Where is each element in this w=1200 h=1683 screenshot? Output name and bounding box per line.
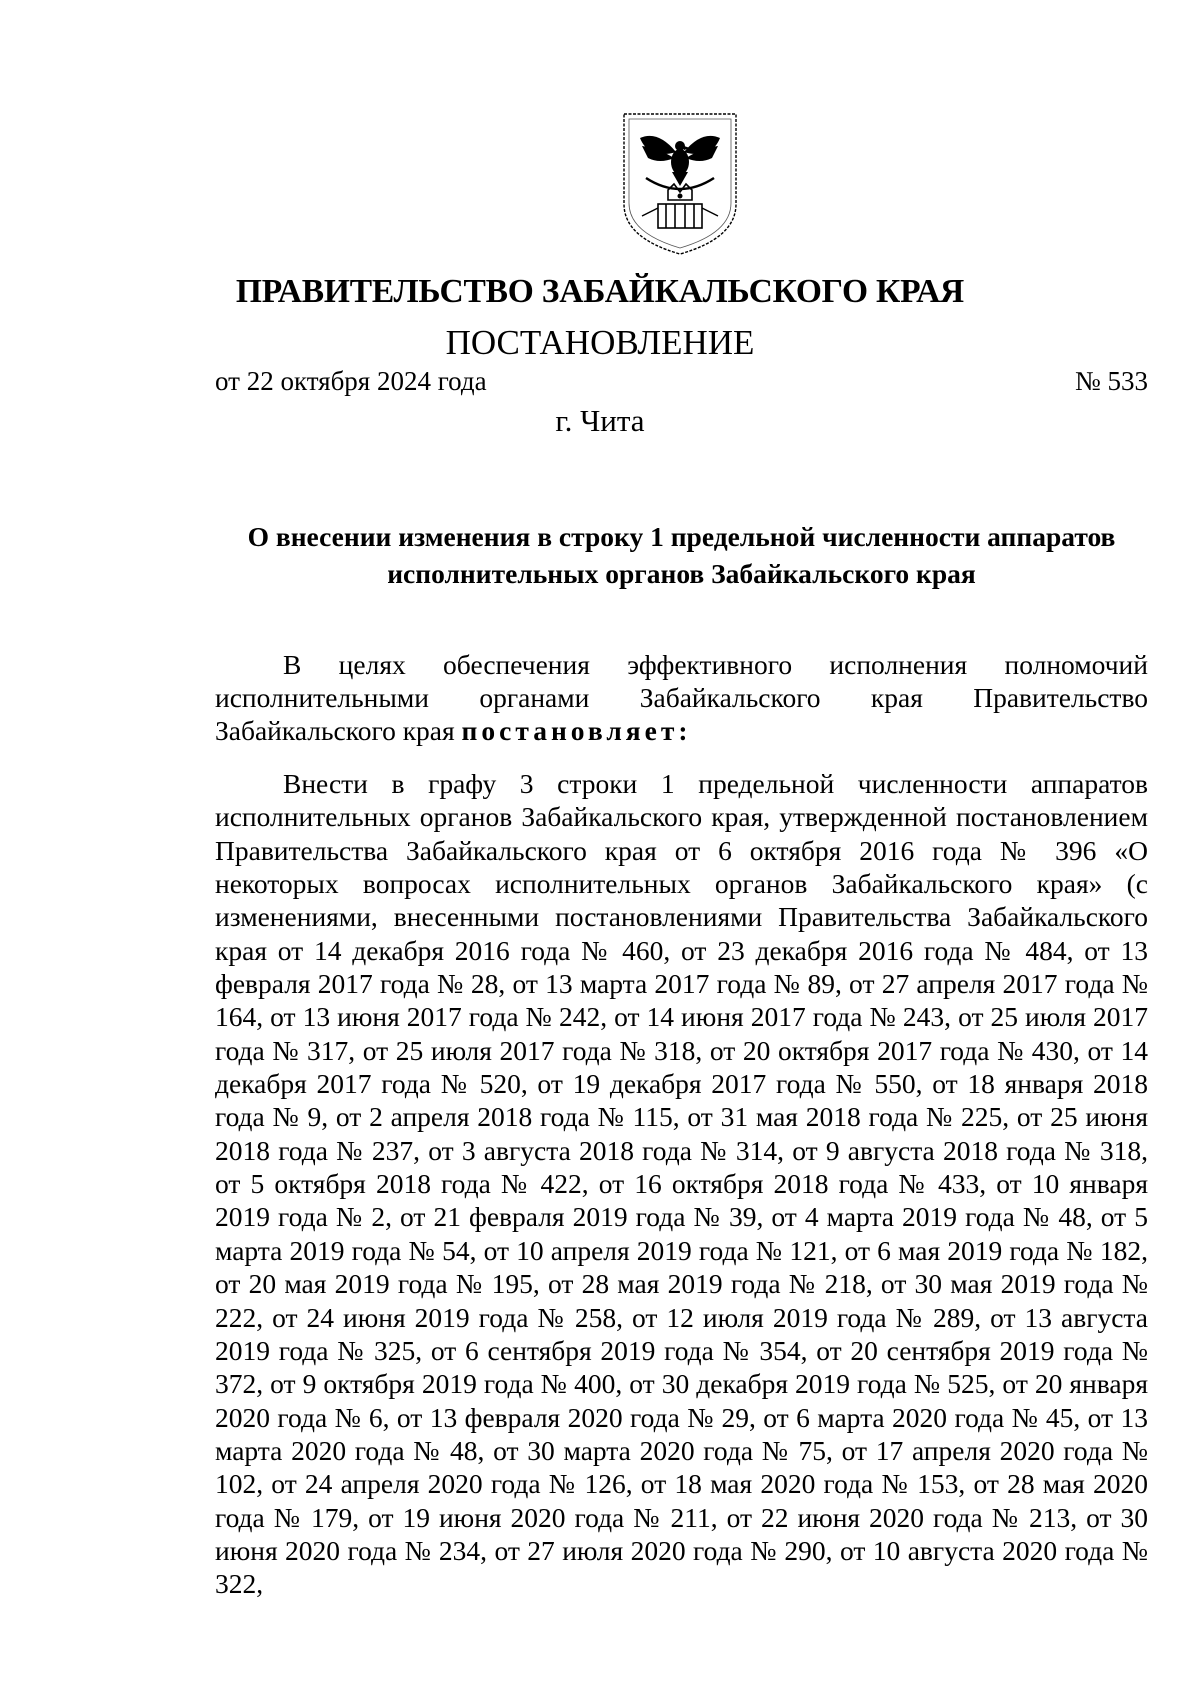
organization-name: ПРАВИТЕЛЬСТВО ЗАБАЙКАЛЬСКОГО КРАЯ — [235, 273, 965, 310]
resolves-keyword: постановляет: — [461, 715, 692, 746]
operative-paragraph: Внести в графу 3 строки 1 предельной численности аппаратов исполнительных органов Забайкальского края, утвержденной постановлением Правительства Забайкальского края от 6 октября 2016 года № 396 «О некоторых вопросах исполнительных органов Забайкальского края» (с изменениями, внесенными постановлениями Правительства Забайкальского края от 14 декабря 2016 года № 460, от 23 декабря 2016 года № 484, от 13 февраля 2017 года № 28, от 13 марта 2017 года № 89, от 27 апреля 2017 года № 164, от 13 июня 2017 года № 242, от 14 июня 2017 года № 243, от 25 июля 2017 года № 317, от 25 июля 2017 года № 318, от 20 октября 2017 года № 430, от 14 декабря 2017 года № 520, от 19 декабря 2017 года № 550, от 18 января 2018 года № 9, от 2 апреля 2018 года № 115, от 31 мая 2018 года № 225, от 25 июня 2018 года № 237, от 3 августа 2018 года № 314, от 9 августа 2018 года № 318, от 5 октября 2018 года № 422, от 16 октября 2018 года № 433, от 10 января 2019 года № 2, от 21 февраля 2019 года № 39, от 4 марта 2019 года № 48, от 5 марта 2019 года № 54, от 10 апреля 2019 года № 121, от 6 мая 2019 года № 182, от 20 мая 2019 года № 195, от 28 мая 2019 года № 218, от 30 мая 2019 года № 222, от 24 июня 2019 года № 258, от 12 июля 2019 года № 289, от 13 августа 2019 года № 325, от 6 сентября 2019 года № 354, от 20 сентября 2019 года № 372, от 9 октября 2019 года № 400, от 30 декабря 2019 года № 525, от 20 января 2020 года № 6, от 13 февраля 2020 года № 29, от 6 марта 2020 года № 45, от 13 марта 2020 года № 48, от 30 марта 2020 года № 75, от 17 апреля 2020 года № 102, от 24 апреля 2020 года № 126, от 18 мая 2020 года № 153, от 28 мая 2020 года № 179, от 19 июня 2020 года № 211, от 22 июня 2020 года № 213, от 30 июня 2020 года № 234, от 27 июля 2020 года № 290, от 10 августа 2020 года № 322, — [215, 768, 1148, 1600]
preamble-paragraph — [215, 648, 1148, 747]
document-city: г. Чита — [555, 403, 645, 438]
document-title: О внесении изменения в строку 1 предельной численности аппаратов исполнительных органов Забайкальского края — [247, 521, 1116, 589]
preamble-text: В целях обеспечения эффективного исполнения полномочий исполнительными органами Забайкальского края Правительство Забайкальского края — [215, 649, 1148, 746]
document-type: ПОСТАНОВЛЕНИЕ — [445, 323, 755, 362]
document-number: № 533 — [1074, 366, 1148, 396]
coat-of-arms-icon — [618, 108, 742, 256]
document-date: от 22 октября 2024 года — [215, 366, 487, 396]
